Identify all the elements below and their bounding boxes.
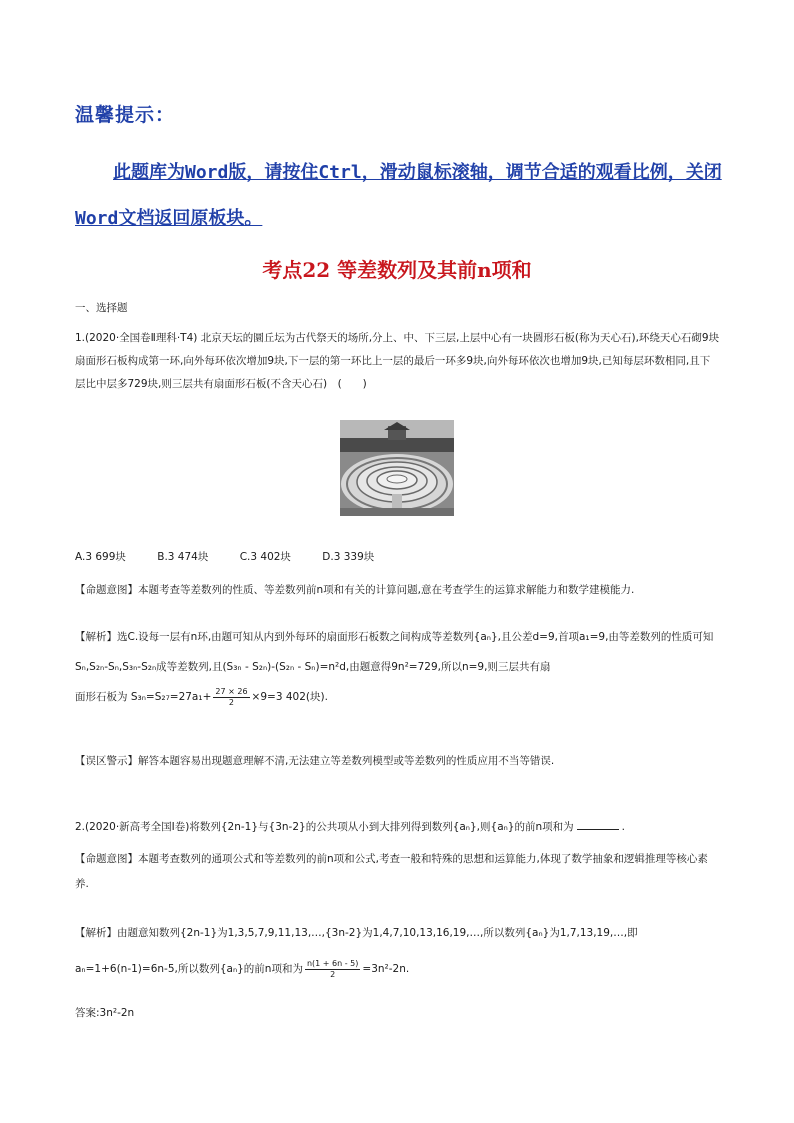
- analysis-text-1: 选C.设每一层有n环,由题可知从内到外每环的扇面形石板数之间构成等差数列{aₙ},且公差d=9,首项a₁=9,由等差数列的性质可知Sₙ,S₂ₙ-Sₙ,S₃ₙ-S₂ₙ成等差数列,且(S₃ₙ - S₂ₙ)-(S₂ₙ - Sₙ)=n²d,由题意得9n²=729,所以n=9,则三层共有扇: [75, 631, 714, 673]
- question-1-stem: 1.(2020·全国卷Ⅱ理科·T4) 北京天坛的圜丘坛为古代祭天的场所,分上、中、下三层,上层中心有一块圆形石板(称为天心石),环绕天心石砌9块扇面形石板构成第一环,向外每环依次增加9块,下一层的第一环比上一层的最后一环多9块,向外每环依次也增加9块,已知每层环数相同,且下层比中层多729块,则三层共有扇面形石板(不含天心石) ( ): [75, 332, 720, 390]
- analysis-label: 【解析】: [75, 927, 117, 939]
- analysis-text-2: aₙ=1+6(n-1)=6n-5,所以数列{aₙ}的前n项和为: [75, 963, 303, 975]
- question-2-analysis: [75, 915, 720, 987]
- question-1-analysis: [75, 622, 720, 712]
- intent-text: 本题考查等差数列的性质、等差数列前n项和有关的计算问题,意在考查学生的运算求解能力和数学建模能力.: [138, 584, 635, 596]
- answer-blank: [577, 829, 619, 830]
- question-2-intent: [75, 847, 720, 897]
- analysis-text-3: ×9=3 402(块).: [251, 691, 328, 703]
- page-title: 考点22 等差数列及其前n项和: [262, 258, 532, 282]
- fraction: [213, 687, 249, 708]
- question-1-intent: [75, 579, 720, 602]
- fraction: [305, 959, 360, 980]
- analysis-label: 【解析】: [75, 631, 117, 643]
- option-c: C.3 402块: [239, 551, 291, 563]
- section-heading: 一、选择题: [75, 302, 128, 314]
- intent-label: 【命题意图】: [75, 853, 138, 865]
- question-2-stem: [75, 816, 720, 839]
- analysis-text-1: 由题意知数列{2n-1}为1,3,5,7,9,11,13,…,{3n-2}为1,4,7,10,13,16,19,…,所以数列{aₙ}为1,7,13,19,…,即: [117, 927, 638, 939]
- fraction-numerator: n(1 + 6n - 5): [306, 958, 359, 968]
- fraction-denominator: 2: [228, 697, 235, 707]
- tip-body: [75, 150, 725, 242]
- tip-body-text: 此题库为Word版，请按住Ctrl，滑动鼠标滚轴，调节合适的观看比例，关闭Word文档返回原板块。: [75, 162, 722, 229]
- intent-text: 本题考查数列的通项公式和等差数列的前n项和公式,考查一般和特殊的思想和运算能力,体现了数学抽象和逻辑推理等核心素养.: [75, 853, 708, 890]
- altar-illustration: [340, 420, 454, 516]
- warning-label: 【误区警示】: [75, 755, 138, 767]
- question-1-options: [75, 546, 720, 569]
- fraction-denominator: 2: [330, 969, 336, 979]
- intent-label: 【命题意图】: [75, 584, 138, 596]
- option-b: B.3 474块: [157, 551, 209, 563]
- question-2-answer: 答案:3n²-2n: [75, 1007, 135, 1019]
- option-d: D.3 339块: [322, 551, 375, 563]
- fraction-numerator: 27 × 26: [215, 686, 248, 696]
- question-2-stem-text: 2.(2020·新高考全国Ⅰ卷)将数列{2n-1}与{3n-2}的公共项从小到大排列得到数列{aₙ},则{aₙ}的前n项和为: [75, 821, 574, 833]
- analysis-text-2: 面形石板为 S₃ₙ=S₂₇=27a₁+: [75, 691, 212, 703]
- tiantan-altar-photo: [340, 420, 454, 516]
- tip-heading: 温馨提示：: [75, 104, 176, 126]
- question-1-warning: [75, 750, 720, 773]
- analysis-text-3: =3n²-2n.: [362, 963, 410, 975]
- question-2-stem-end: .: [621, 821, 625, 833]
- warning-text: 解答本题容易出现题意理解不清,无法建立等差数列模型或等差数列的性质应用不当等错误.: [138, 755, 555, 767]
- option-a: A.3 699块: [75, 551, 126, 563]
